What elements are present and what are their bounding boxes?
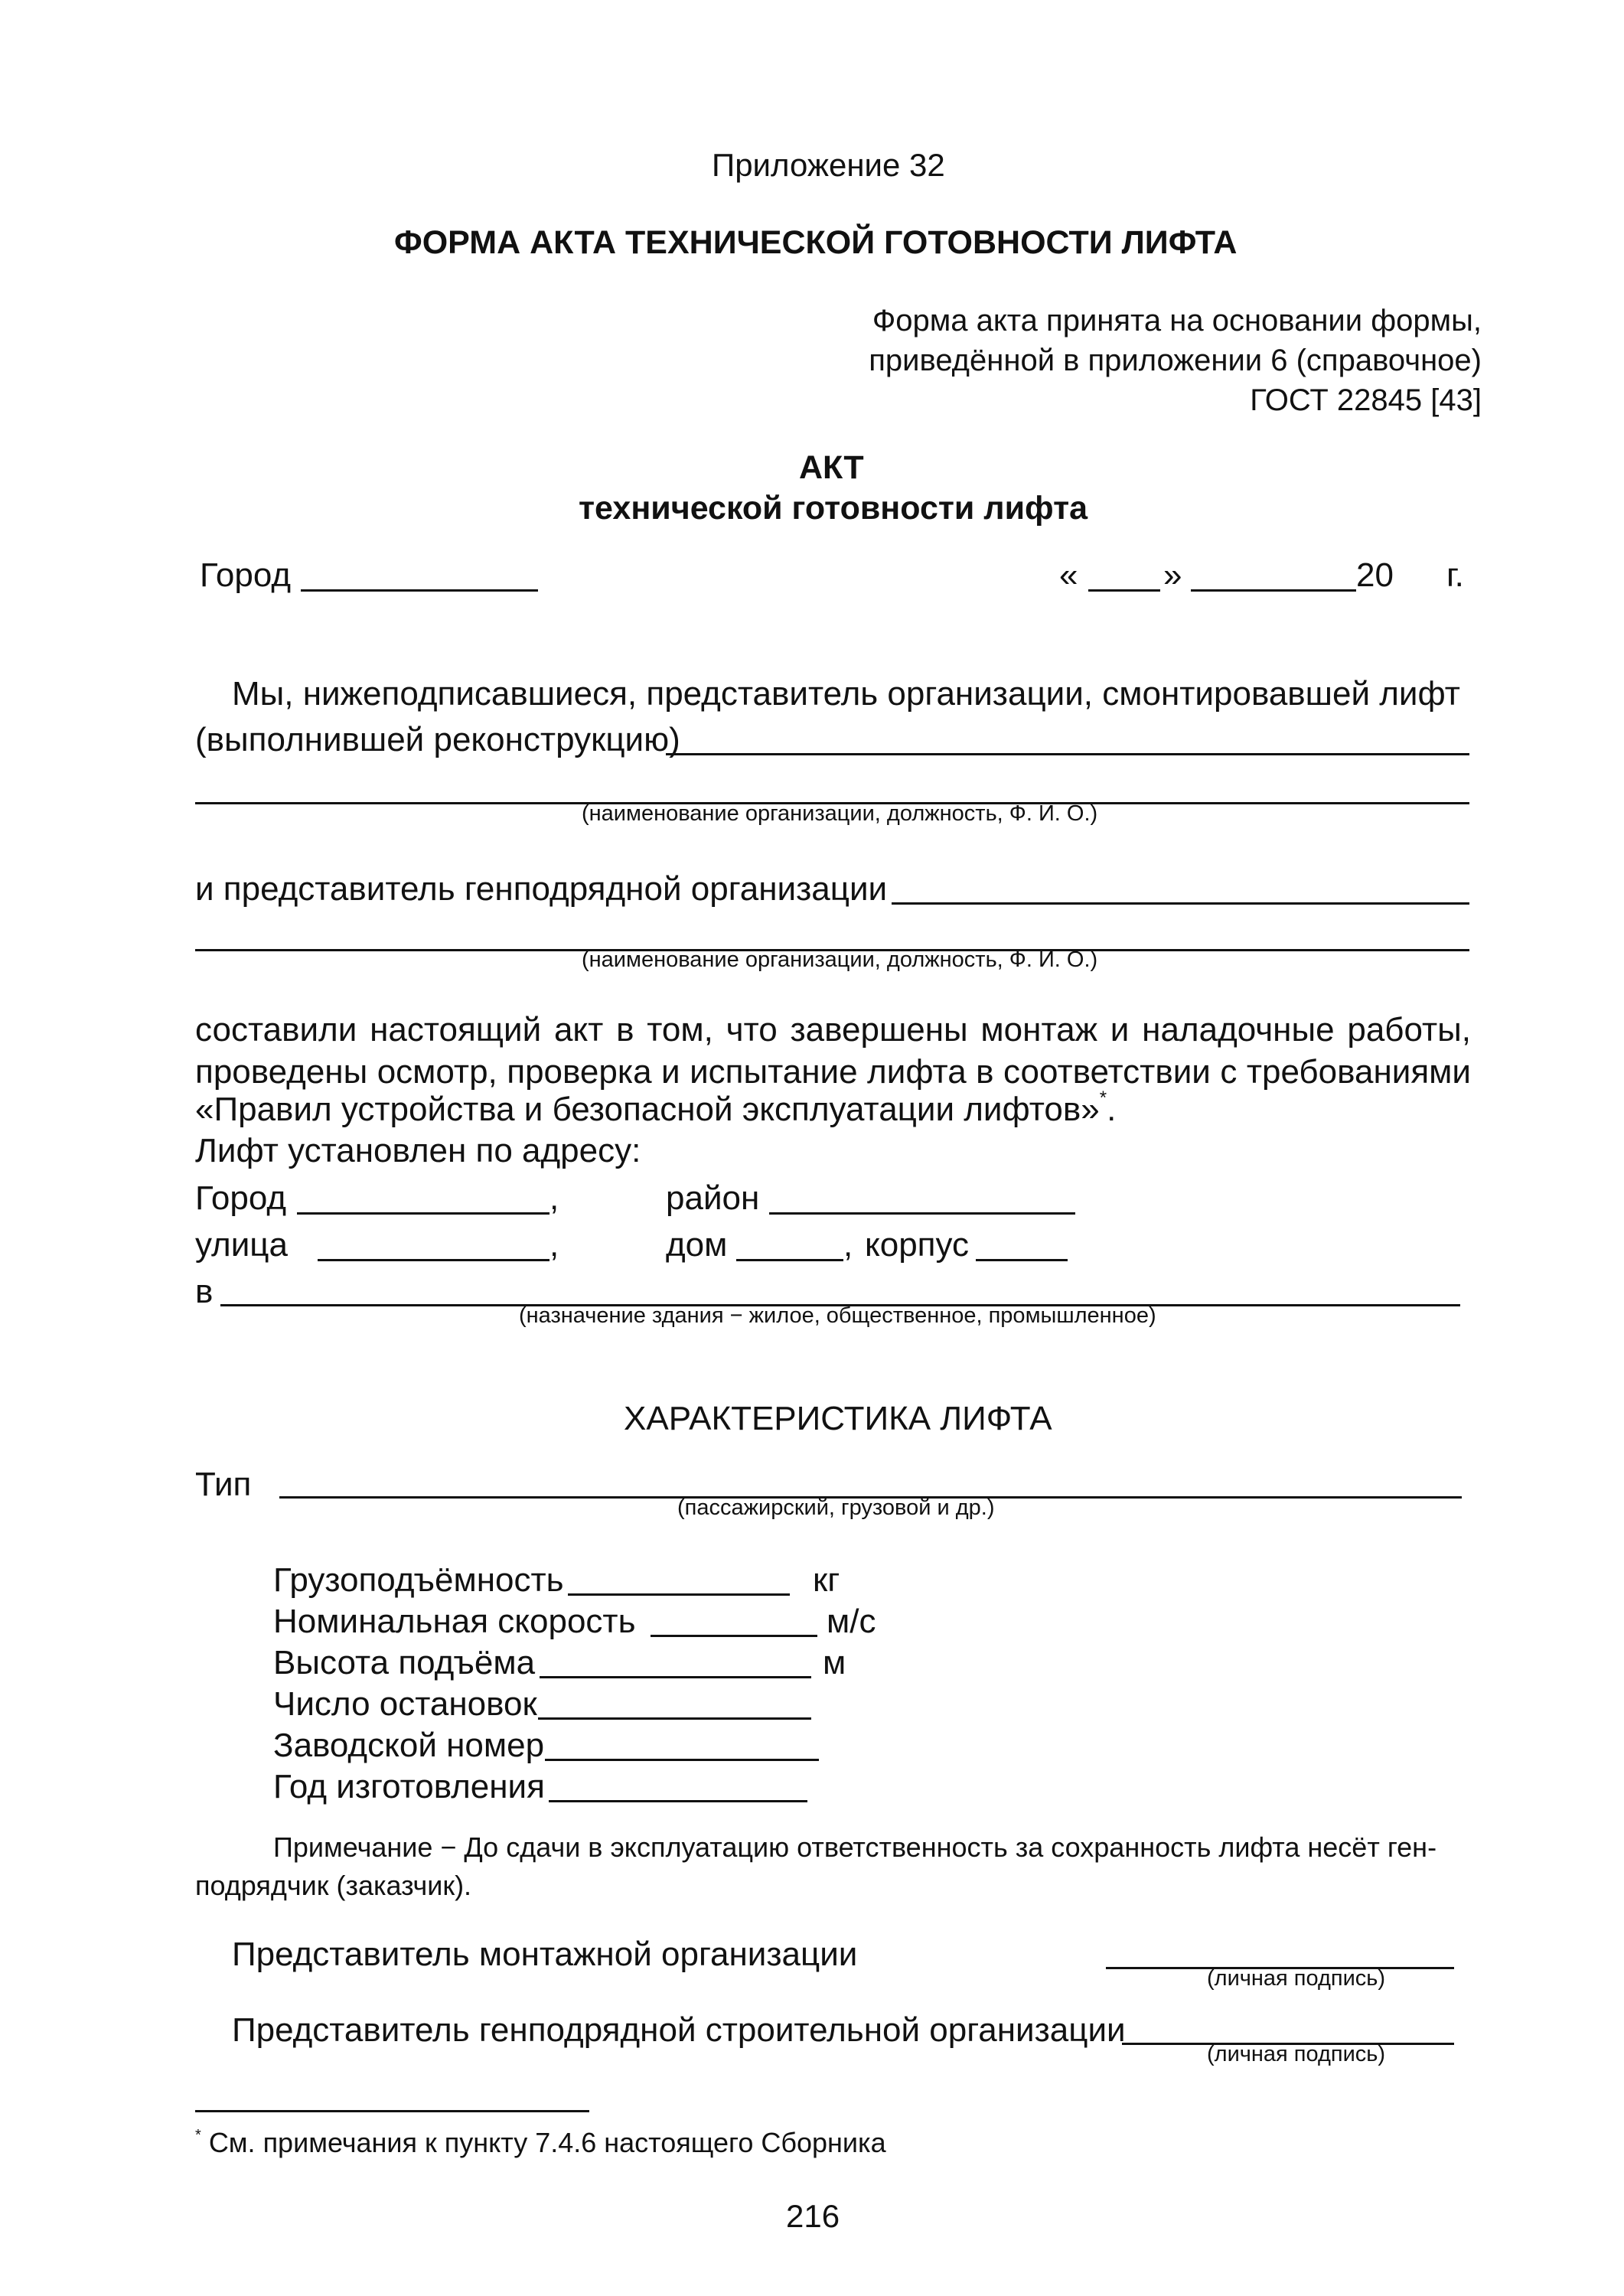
address-house-label: дом xyxy=(666,1226,728,1264)
page-number: 216 xyxy=(786,2198,840,2234)
spec-speed-unit: м/с xyxy=(827,1603,876,1640)
footnote-mark-2: * xyxy=(195,2127,201,2144)
spec-year-label: Год изготовления xyxy=(273,1768,545,1805)
hint-signature-2: (личная подпись) xyxy=(1207,2042,1386,2066)
hint-organization-2: (наименование организации, должность, Ф. И. О.) xyxy=(582,947,1098,972)
basis-line-2: приведённой в приложении 6 (справочное) xyxy=(869,344,1482,377)
basis-note xyxy=(869,301,1482,420)
act-statement xyxy=(195,1009,1471,1093)
date-day-field[interactable] xyxy=(1088,589,1160,592)
address-house-field[interactable] xyxy=(736,1259,843,1261)
spec-serial-field[interactable] xyxy=(545,1759,819,1761)
footnote-separator xyxy=(195,2110,589,2112)
note-line-2: подрядчик (заказчик). xyxy=(195,1870,472,1901)
act-subtitle: технической готовности лифта xyxy=(579,490,1088,527)
type-label: Тип xyxy=(195,1466,252,1503)
city-label: Город xyxy=(200,556,292,594)
address-house-comma: , xyxy=(843,1226,853,1264)
sign-general-label: Представитель генподрядной строительной организации xyxy=(232,2011,1126,2049)
hint-organization: (наименование организации, должность, Ф. И. О.) xyxy=(582,801,1098,826)
footnote xyxy=(195,2129,886,2157)
footnote-text: См. примечания к пункту 7.4.6 настоящего Сборника xyxy=(208,2127,886,2158)
spec-height-unit: м xyxy=(823,1644,846,1681)
address-street-label: улица xyxy=(195,1226,288,1264)
intro-line-1: Мы, нижеподписавшиеся, представитель организации, смонтировавшей лифт xyxy=(232,675,1460,713)
installer-org-field-1[interactable] xyxy=(666,753,1469,755)
spec-stops-field[interactable] xyxy=(538,1717,811,1720)
intro-line-2: (выполнившей реконструкцию) xyxy=(195,721,680,758)
address-intro: Лифт установлен по адресу: xyxy=(195,1132,641,1169)
statement-line-2: проведены осмотр, проверка и испытание лифта в соответствии с требованиями xyxy=(195,1053,1471,1091)
spec-load-unit: кг xyxy=(813,1561,840,1599)
spec-speed-field[interactable] xyxy=(651,1635,817,1637)
basis-line-1: Форма акта принята на основании формы, xyxy=(872,304,1482,338)
statement-period: . xyxy=(1107,1091,1117,1128)
address-city-field[interactable] xyxy=(297,1212,549,1215)
hint-signature-1: (личная подпись) xyxy=(1207,1966,1386,1991)
date-month-field[interactable] xyxy=(1191,589,1356,592)
general-contractor-label: и представитель генподрядной организации xyxy=(195,870,888,908)
act-title: АКТ xyxy=(799,449,864,486)
address-city-label: Город xyxy=(195,1179,287,1217)
appendix-label: Приложение 32 xyxy=(712,147,945,183)
characteristics-title: ХАРАКТЕРИСТИКА ЛИФТА xyxy=(624,1400,1052,1437)
spec-serial-label: Заводской номер xyxy=(273,1727,545,1764)
general-contractor-field-1[interactable] xyxy=(892,902,1469,905)
address-district-label: район xyxy=(666,1179,760,1217)
statement-line-3 xyxy=(195,1088,1117,1128)
spec-stops-label: Число остановок xyxy=(273,1685,537,1723)
address-city-comma: , xyxy=(549,1179,559,1217)
spec-height-field[interactable] xyxy=(540,1676,811,1678)
form-title: ФОРМА АКТА ТЕХНИЧЕСКОЙ ГОТОВНОСТИ ЛИФТА xyxy=(394,224,1238,261)
spec-height-label: Высота подъёма xyxy=(273,1644,536,1681)
spec-load-field[interactable] xyxy=(568,1593,790,1596)
city-field[interactable] xyxy=(301,589,538,592)
address-district-field[interactable] xyxy=(769,1212,1075,1215)
address-in-label: в xyxy=(195,1273,214,1310)
date-close-quote: » xyxy=(1163,556,1182,594)
statement-line-3-text: «Правил устройства и безопасной эксплуатации лифтов» xyxy=(195,1091,1100,1128)
address-building-label: корпус xyxy=(865,1226,970,1264)
sign-installer-label: Представитель монтажной организации xyxy=(232,1936,858,1973)
address-building-field[interactable] xyxy=(976,1259,1068,1261)
date-year-suffix: г. xyxy=(1446,556,1464,594)
footnote-mark: * xyxy=(1099,1088,1107,1108)
basis-line-3: ГОСТ 22845 [43] xyxy=(1250,383,1482,417)
hint-building: (назначение здания − жилое, общественное, промышленное) xyxy=(519,1303,1156,1328)
hint-type: (пассажирский, грузовой и др.) xyxy=(677,1495,995,1520)
address-street-comma: , xyxy=(549,1226,559,1264)
spec-speed-label: Номинальная скорость xyxy=(273,1603,636,1640)
spec-year-field[interactable] xyxy=(549,1800,807,1802)
statement-line-1: составили настоящий акт в том, что завершены монтаж и наладочные работы, xyxy=(195,1011,1471,1049)
spec-load-label: Грузоподъёмность xyxy=(273,1561,564,1599)
address-street-field[interactable] xyxy=(318,1259,549,1261)
date-open-quote: « xyxy=(1059,556,1078,594)
date-year-prefix: 20 xyxy=(1356,556,1394,594)
note-line-1: Примечание − До сдачи в эксплуатацию ответственность за сохранность лифта несёт ген- xyxy=(273,1831,1437,1863)
